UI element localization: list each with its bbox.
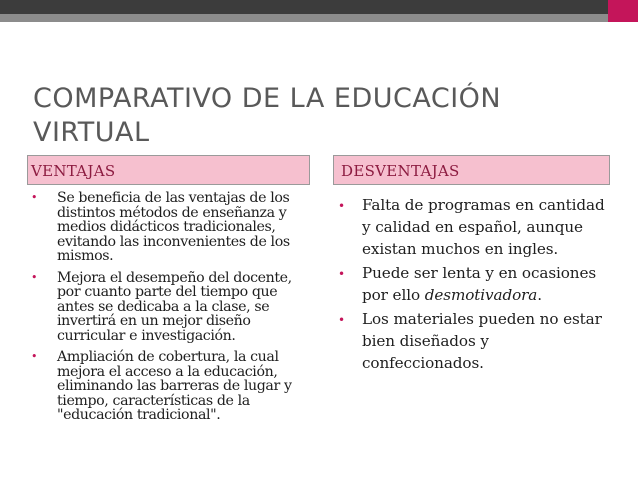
- bullet-icon: •: [338, 313, 345, 327]
- italic-emphasis: desmotivadora: [424, 286, 538, 304]
- desventajas-header: DESVENTAJAS: [333, 155, 610, 185]
- ventajas-list: [27, 191, 312, 430]
- bullet-icon: •: [338, 267, 345, 281]
- top-decorative-bar: [0, 0, 638, 22]
- list-item: • Mejora el desempeño del docente, por cuanto parte del tiempo que antes se dedicaba a la clase, se invertirá en un mejor diseño curricular e investigación.: [31, 269, 292, 344]
- list-item: • Se beneficia de las ventajas de los distintos métodos de enseñanza y medios didácticos tradicionales, evitando las inconvenientes de los mismos.: [31, 190, 290, 264]
- top-bar-stripe: [0, 14, 638, 22]
- bullet-icon: •: [31, 191, 38, 204]
- bullet-icon: •: [31, 270, 38, 284]
- list-item: • Los materiales pueden no estar bien diseñados y confeccionados.: [338, 310, 602, 372]
- list-item: • Falta de programas en cantidad y calidad en español, aunque existan muchos en ingles.: [338, 196, 605, 258]
- top-bar-accent: [608, 0, 638, 22]
- ventajas-header: VENTAJAS: [27, 155, 310, 185]
- slide-title: COMPARATIVO DE LA EDUCACIÓN VIRTUAL: [33, 83, 502, 148]
- list-item: • Puede ser lenta y en ocasiones por ello desmotivadora.: [338, 264, 597, 304]
- bullet-icon: •: [31, 350, 38, 363]
- bullet-icon: •: [338, 199, 345, 213]
- desventajas-list: [333, 194, 613, 376]
- list-item: • Ampliación de cobertura, la cual mejora el acceso a la educación, eliminando las barreras de lugar y tiempo, características de la "educación tradicional".: [31, 349, 292, 423]
